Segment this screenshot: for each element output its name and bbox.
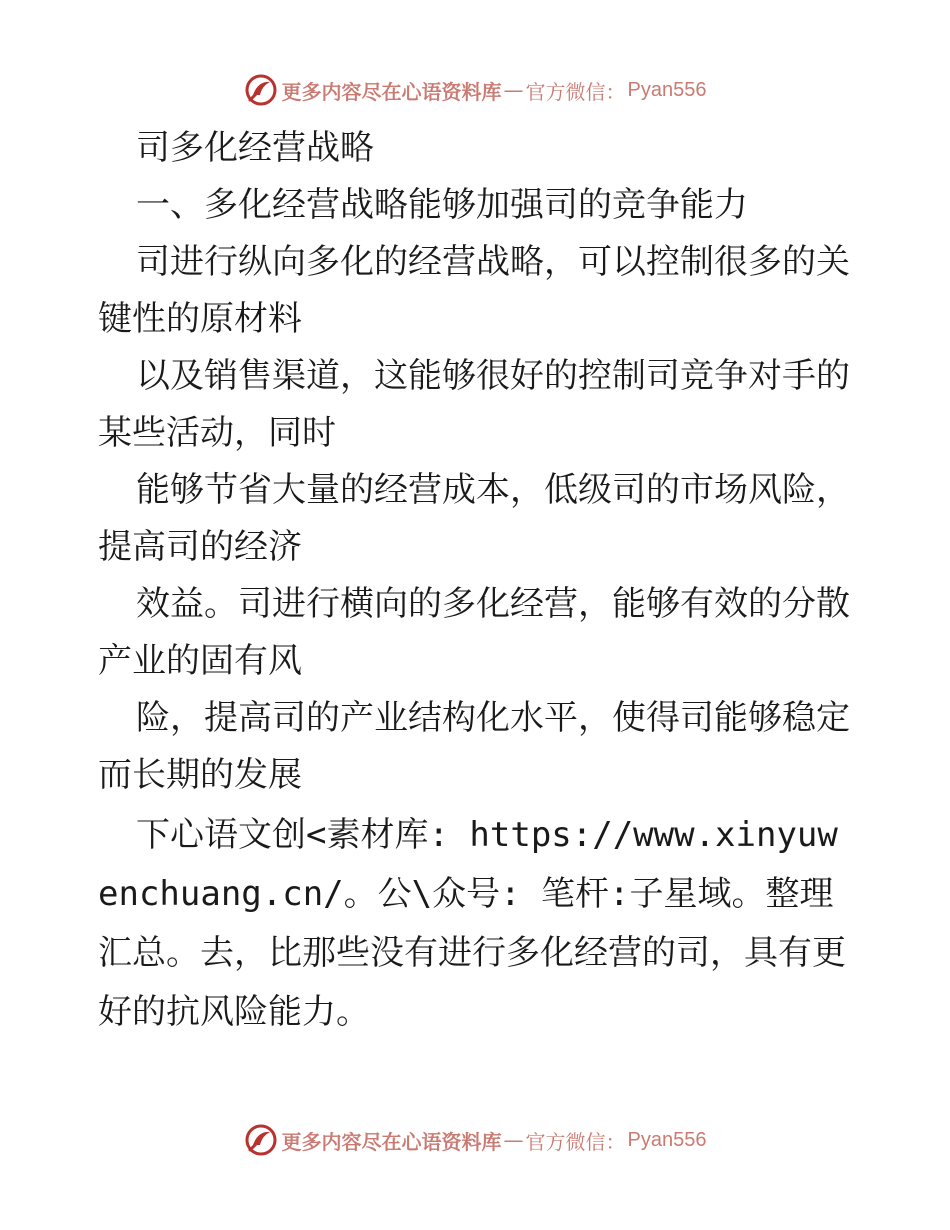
brand-logo-icon <box>244 1123 278 1157</box>
document-paragraph: 效益。司进行横向的多化经营，能够有效的分散产业的固有风 <box>98 584 850 681</box>
document-paragraph: 能够节省大量的经营成本，低级司的市场风险，提高司的经济 <box>98 470 850 567</box>
banner-wechat-id: Pyan556 <box>627 1128 707 1151</box>
document-paragraph: 司进行纵向多化的经营战略，可以控制很多的关键性的原材料 <box>98 242 850 339</box>
document-body <box>98 120 858 1042</box>
document-paragraph: 险，提高司的产业结构化水平，使得司能够稳定而长期的发展 <box>98 698 850 795</box>
banner-separator: — <box>503 78 524 102</box>
document-paragraph: 下心语文创<素材库: https://www.xinyuwenchuang.cn/。公\众号: 笔杆:子星域。整理汇总。去，比那些没有进行多化经营的司，具有更好的抗风险能力。 <box>98 815 846 1032</box>
banner-wechat-label: 官方微信： <box>525 1129 626 1154</box>
header-banner <box>0 70 950 110</box>
document-paragraph: 以及销售渠道，这能够很好的控制司竞争对手的某些活动，同时 <box>98 356 850 453</box>
brand-logo-icon <box>244 73 278 107</box>
banner-separator: — <box>503 1128 524 1152</box>
banner-main-text: 更多内容尽在心语资料库 <box>281 1129 502 1154</box>
document-title: 司多化经营战略 <box>136 128 374 168</box>
document-paragraph: 一、多化经营战略能够加强司的竞争能力 <box>136 185 748 225</box>
footer-banner <box>0 1120 950 1160</box>
banner-wechat-label: 官方微信： <box>525 79 626 104</box>
banner-main-text: 更多内容尽在心语资料库 <box>281 79 502 104</box>
banner-wechat-id: Pyan556 <box>627 78 707 101</box>
